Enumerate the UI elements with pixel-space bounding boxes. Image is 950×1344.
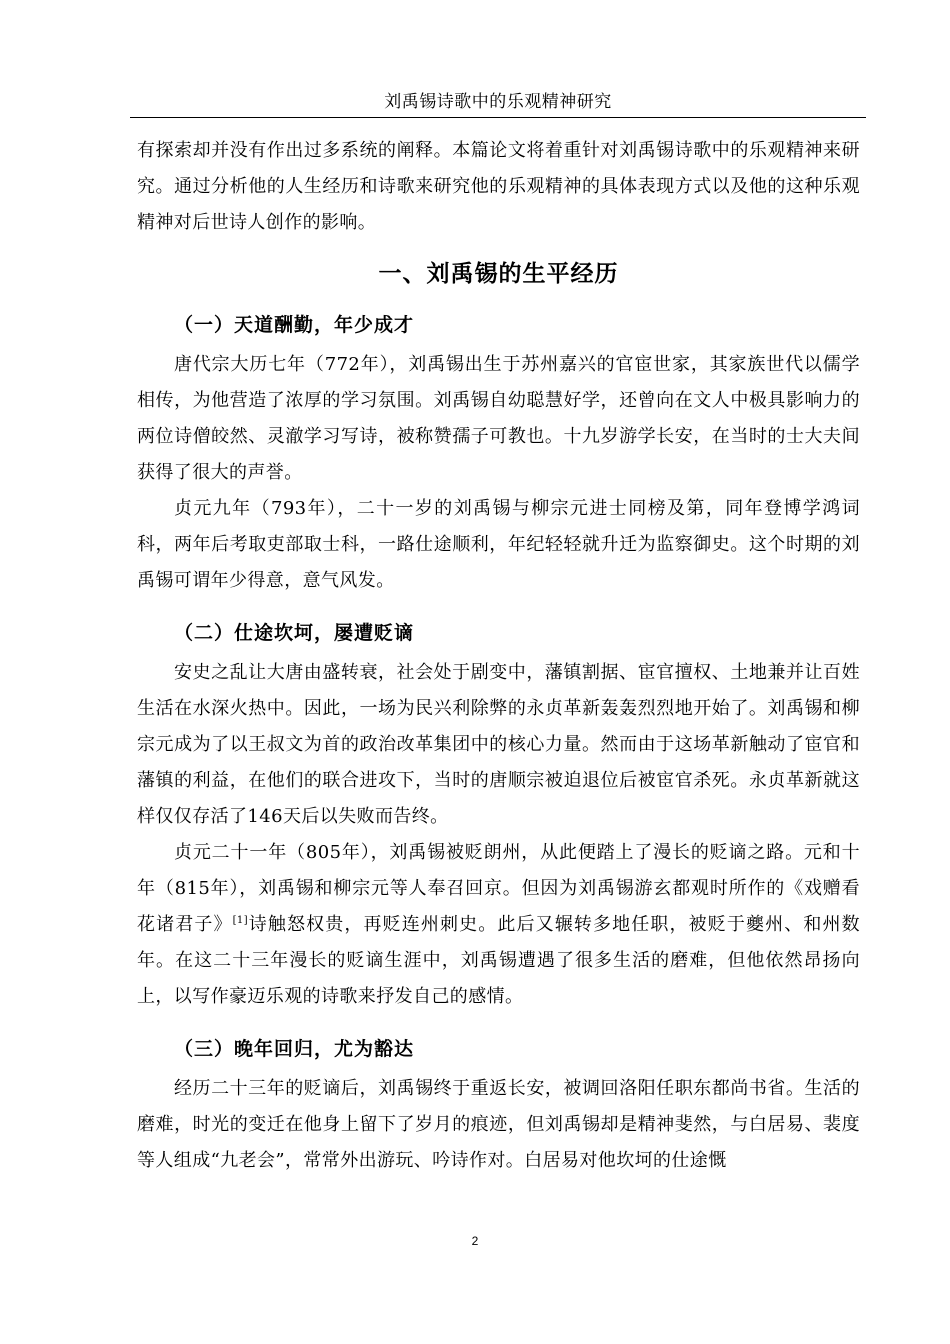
body-paragraph: 经历二十三年的贬谪后，刘禹锡终于重返长安，被调回洛阳任职东都尚书省。生活的磨难，时光的变迁在他身上留下了岁月的痕迹，但刘禹锡却是精神斐然，与白居易、裴度等人组成“九老会”，常常外出游玩、吟诗作对。白居易对他坎坷的仕途慨 [137,1078,860,1171]
intro-paragraph: 有探索却并没有作出过多系统的阐释。本篇论文将着重针对刘禹锡诗歌中的乐观精神来研究。通过分析他的人生经历和诗歌来研究他的乐观精神的具体表现方式以及他的这种乐观精神对后世诗人创作的影响。 [137,140,860,233]
section-heading-3: （三）晚年回归，尤为豁达 [174,1038,415,1060]
chapter-heading: 一、刘禹锡的生平经历 [378,261,619,287]
page-number: 2 [471,1234,479,1248]
document-body [137,133,860,1179]
citation-marker: [1] [232,915,248,926]
paragraph-text: 诗触怒权贵，再贬连州刺史。此后又辗转多地任职，被贬于夔州、和州数年。在这二十三年漫长的贬谪生涯中，刘禹锡遭遇了很多生活的磨难，但他依然昂扬向上，以写作豪迈乐观的诗歌来抒发自己的感情。 [137,914,860,1007]
running-header: 刘禹锡诗歌中的乐观精神研究 [384,92,612,112]
body-paragraph: 安史之乱让大唐由盛转衰，社会处于剧变中，藩镇割据、宦官擅权、土地兼并让百姓生活在水深火热中。因此，一场为民兴利除弊的永贞革新轰轰烈烈地开始了。刘禹锡和柳宗元成为了以王叔文为首的政治改革集团中的核心力量。然而由于这场革新触动了宦官和藩镇的利益，在他们的联合进攻下，当时的唐顺宗被迫退位后被宦官杀死。永贞革新就这样仅仅存活了146天后以失败而告终。 [137,662,860,827]
paragraph-text: 贞元二十一年（805年），刘禹锡被贬朗州，从此便踏上了漫长的贬谪之路。元和十年（815年），刘禹锡和柳宗元等人奉召回京。但因为刘禹锡游玄都观时所作的《戏赠看花诸君子》 [137,842,860,935]
body-paragraph: 贞元九年（793年），二十一岁的刘禹锡与柳宗元进士同榜及第，同年登博学鸿词科，两年后考取吏部取士科，一路仕途顺利，年纪轻轻就升迁为监察御史。这个时期的刘禹锡可谓年少得意，意气风发。 [137,498,860,591]
body-paragraph: 唐代宗大历七年（772年），刘禹锡出生于苏州嘉兴的官宦世家，其家族世代以儒学相传，为他营造了浓厚的学习氛围。刘禹锡自幼聪慧好学，还曾向在文人中极具影响力的两位诗僧皎然、灵澈学习写诗，被称赞孺子可教也。十九岁游学长安，在当时的士大夫间获得了很大的声誉。 [137,354,860,483]
section-heading-2: （二）仕途坎坷，屡遭贬谪 [174,622,415,644]
header-rule [130,117,866,118]
body-paragraph-with-citation [137,835,860,1015]
section-heading-1: （一）天道酬勤，年少成才 [174,314,415,336]
